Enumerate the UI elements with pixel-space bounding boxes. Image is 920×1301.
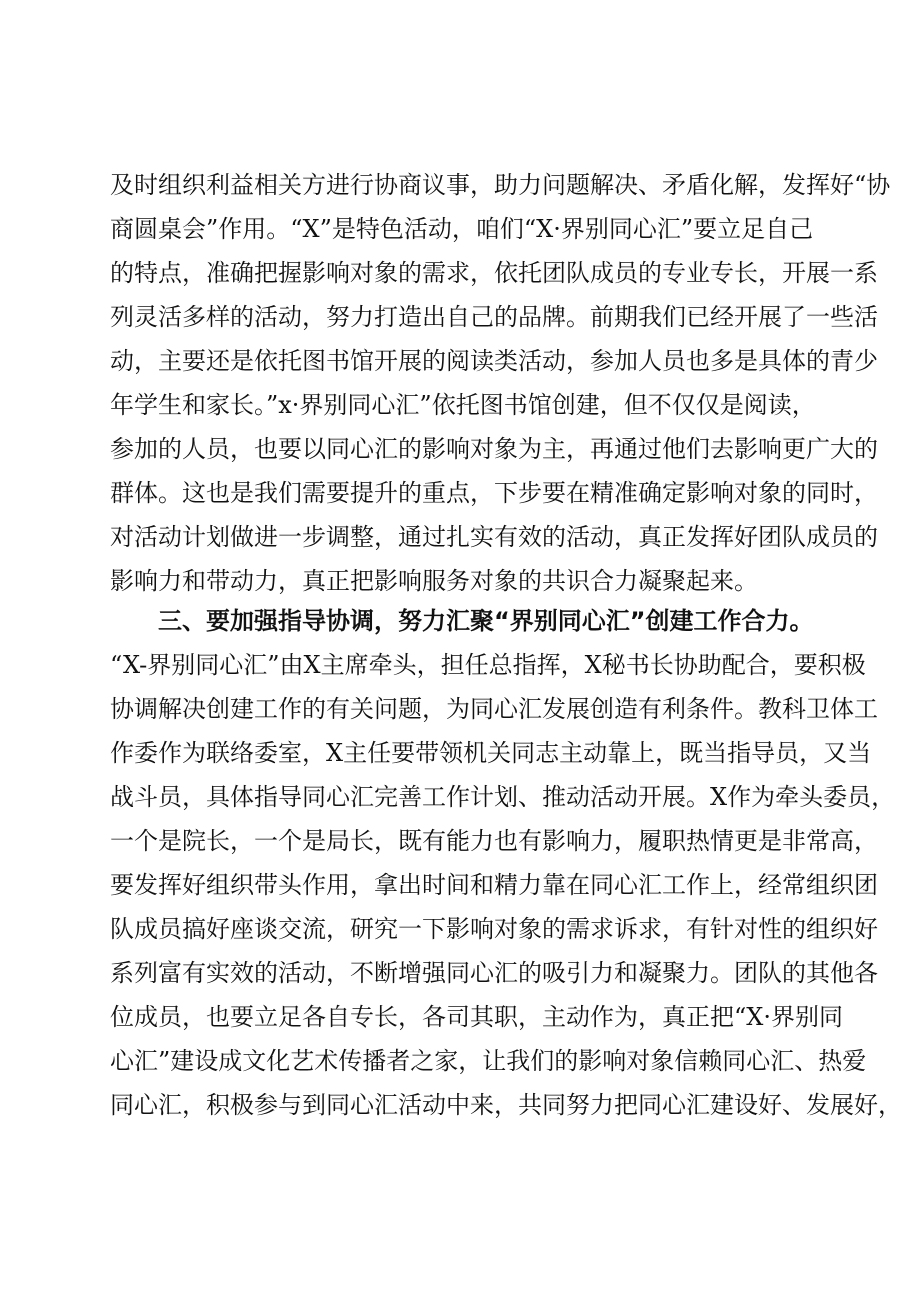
paragraph-2-line-8: 系列富有实效的活动，不断增强同心汇的吸引力和凝聚力。团队的其他各 xyxy=(110,959,878,987)
paragraph-1-line-10: 影响力和带动力，真正把影响服务对象的共识合力凝聚起来。 xyxy=(110,567,758,595)
paragraph-2-line-10: 心汇”建设成文化艺术传播者之家，让我们的影响对象信赖同心汇、热爱 xyxy=(110,1047,867,1075)
paragraph-1-line-6: 年学生和家长。”x·界别同心汇”依托图书馆创建，但不仅仅是阅读， xyxy=(110,391,816,419)
paragraph-1-line-5: 动，主要还是依托图书馆开展的阅读类活动，参加人员也多是具体的青少 xyxy=(110,347,878,375)
paragraph-2-line-1: “X-界别同心汇”由X主席牵头，担任总指挥，X秘书长协助配合，要积极 xyxy=(110,651,866,679)
paragraph-1-line-9: 对活动计划做进一步调整，通过扎实有效的活动，真正发挥好团队成员的 xyxy=(110,523,878,551)
paragraph-2-line-7: 队成员搞好座谈交流，研究一下影响对象的需求诉求，有针对性的组织好 xyxy=(110,915,878,943)
paragraph-2-line-11: 同心汇，积极参与到同心汇活动中来，共同努力把同心汇建设好、发展好， xyxy=(110,1091,902,1119)
paragraph-1-line-7: 参加的人员，也要以同心汇的影响对象为主，再通过他们去影响更广大的 xyxy=(110,435,878,463)
paragraph-2-line-4: 战斗员，具体指导同心汇完善工作计划、推动活动开展。X作为牵头委员， xyxy=(110,783,896,811)
paragraph-1-line-8: 群体。这也是我们需要提升的重点，下步要在精准确定影响对象的同时， xyxy=(110,479,878,507)
paragraph-1-line-3: 的特点，准确把握影响对象的需求，依托团队成员的专业专长，开展一系 xyxy=(110,259,878,287)
paragraph-2-line-9: 位成员，也要立足各自专长，各司其职，主动作为，真正把“X·界别同 xyxy=(110,1003,843,1031)
paragraph-1-line-4: 列灵活多样的活动，努力打造出自己的品牌。前期我们已经开展了一些活 xyxy=(110,303,878,331)
section-heading: 三、要加强指导协调，努力汇聚“界别同心汇”创建工作合力。 xyxy=(158,607,814,635)
paragraph-2-line-5: 一个是院长，一个是局长，既有能力也有影响力，履职热情更是非常高， xyxy=(110,827,878,855)
paragraph-1-line-1: 及时组织利益相关方进行协商议事，助力问题解决、矛盾化解，发挥好“协 xyxy=(110,171,891,199)
paragraph-1-line-2: 商圆桌会”作用。“X”是特色活动，咱们“X·界别同心汇”要立足自己 xyxy=(110,215,814,243)
paragraph-2-line-2: 协调解决创建工作的有关问题，为同心汇发展创造有利条件。教科卫体工 xyxy=(110,695,878,723)
paragraph-2-line-3: 作委作为联络委室，X主任要带领机关同志主动靠上，既当指导员，又当 xyxy=(110,739,872,767)
paragraph-2-line-6: 要发挥好组织带头作用，拿出时间和精力靠在同心汇工作上，经常组织团 xyxy=(110,871,878,899)
